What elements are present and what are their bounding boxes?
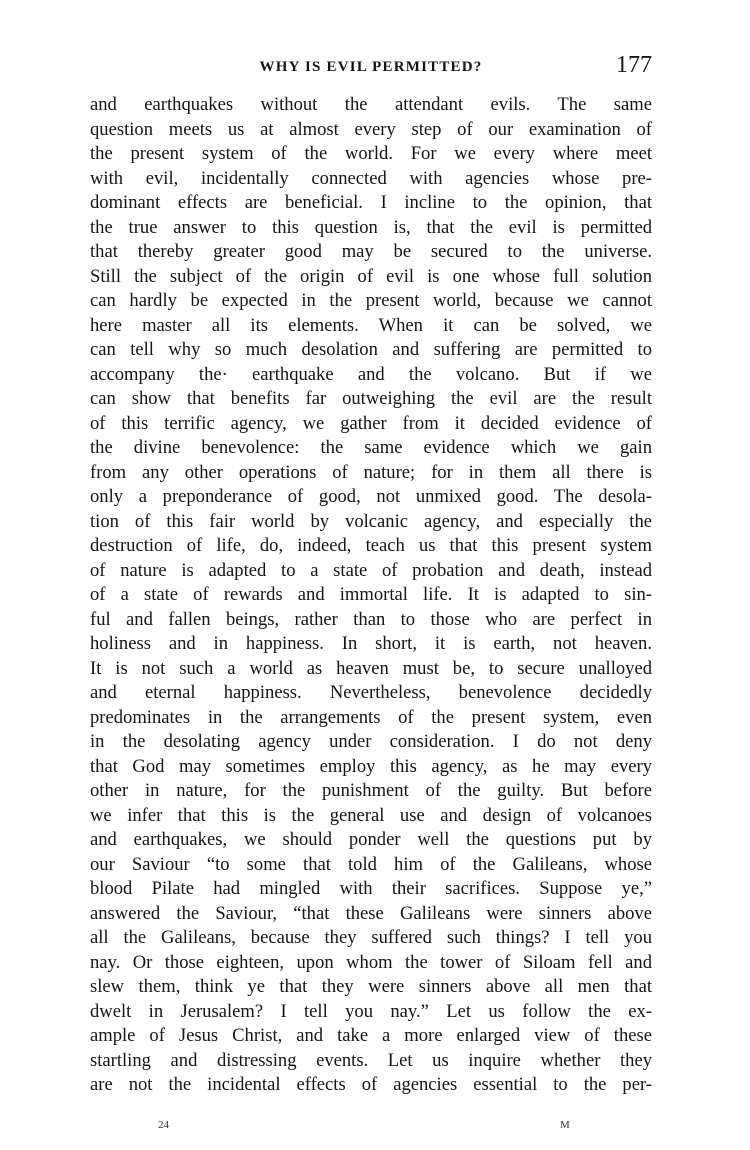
text-line: the divine benevolence: the same evidence which we gain (90, 437, 652, 458)
text-line: the present system of the world. For we every where meet (90, 143, 652, 164)
text-line: slew them, think ye that they were sinners above all men that (90, 976, 652, 997)
text-line: tion of this fair world by volcanic agency, and especially the (90, 510, 652, 532)
text-line: are not the incidental effects of agencies essential to the per- (90, 1074, 652, 1095)
text-line: other in nature, for the punishment of the guilty. But before (90, 780, 652, 801)
text-line: and earthquakes without the attendant evils. The same (90, 94, 652, 115)
text-line: and earthquakes, we should ponder well the questions put by (90, 829, 652, 850)
text-line: destruction of life, do, indeed, teach us that this present system (90, 535, 652, 556)
text-line: startling and distressing events. Let us inquire whether they (90, 1049, 652, 1071)
text-line: can show that benefits far outweighing the evil are the result (90, 388, 652, 409)
text-line: Still the subject of the origin of evil is one whose full solution (90, 265, 652, 287)
text-line: ful and fallen beings, rather than to those who are perfect in (90, 608, 652, 630)
text-line: all the Galileans, because they suffered such things? I tell you (90, 927, 652, 948)
text-line: accompany the· earthquake and the volcano. But if we (90, 363, 652, 385)
text-line: nay. Or those eighteen, upon whom the tower of Siloam fell and (90, 951, 652, 973)
text-line: the true answer to this question is, that the evil is permitted (90, 216, 652, 238)
text-line: of nature is adapted to a state of probation and death, instead (90, 559, 652, 581)
signature-left: 24 (158, 1119, 169, 1131)
text-line: with evil, incidentally connected with agencies whose pre- (90, 167, 652, 189)
text-line: that God may sometimes employ this agency, as he may every (90, 755, 652, 777)
running-head (90, 52, 652, 82)
text-line: that thereby greater good may be secured to the universe. (90, 241, 652, 262)
running-title: WHY IS EVIL PERMITTED? (259, 59, 483, 75)
text-line: and eternal happiness. Nevertheless, benevolence decidedly (90, 682, 652, 703)
text-line: from any other operations of nature; for in them all there is (90, 461, 652, 483)
text-line: of a state of rewards and immortal life. It is adapted to sin- (90, 584, 652, 605)
text-line: answered the Saviour, “that these Galileans were sinners above (90, 902, 652, 924)
signature-right: M (560, 1119, 570, 1131)
signature-marks (90, 1119, 652, 1135)
text-line: blood Pilate had mingled with their sacrifices. Suppose ye,” (90, 878, 652, 899)
text-line: our Saviour “to some that told him of the Galileans, whose (90, 853, 652, 875)
text-line: predominates in the arrangements of the present system, even (90, 706, 652, 728)
text-line: in the desolating agency under consideration. I do not deny (90, 731, 652, 752)
text-line: only a preponderance of good, not unmixed good. The desola- (90, 486, 652, 507)
text-line: dwelt in Jerusalem? I tell you nay.” Let us follow the ex- (90, 1000, 652, 1022)
text-line: holiness and in happiness. In short, it is earth, not heaven. (90, 633, 652, 654)
text-line: dominant effects are beneficial. I incline to the opinion, that (90, 192, 652, 213)
text-line: question meets us at almost every step of our examination of (90, 118, 652, 140)
text-line: can hardly be expected in the present world, because we cannot (90, 290, 652, 311)
text-line: ample of Jesus Christ, and take a more enlarged view of these (90, 1025, 652, 1046)
body-text (90, 93, 652, 1098)
text-line: It is not such a world as heaven must be, to secure unalloyed (90, 657, 652, 679)
text-line: can tell why so much desolation and suffering are permitted to (90, 339, 652, 360)
page-number: 177 (616, 52, 652, 78)
text-line: of this terrific agency, we gather from it decided evidence of (90, 412, 652, 434)
text-line: we infer that this is the general use and design of volcanoes (90, 804, 652, 826)
text-line: here master all its elements. When it can be solved, we (90, 314, 652, 336)
